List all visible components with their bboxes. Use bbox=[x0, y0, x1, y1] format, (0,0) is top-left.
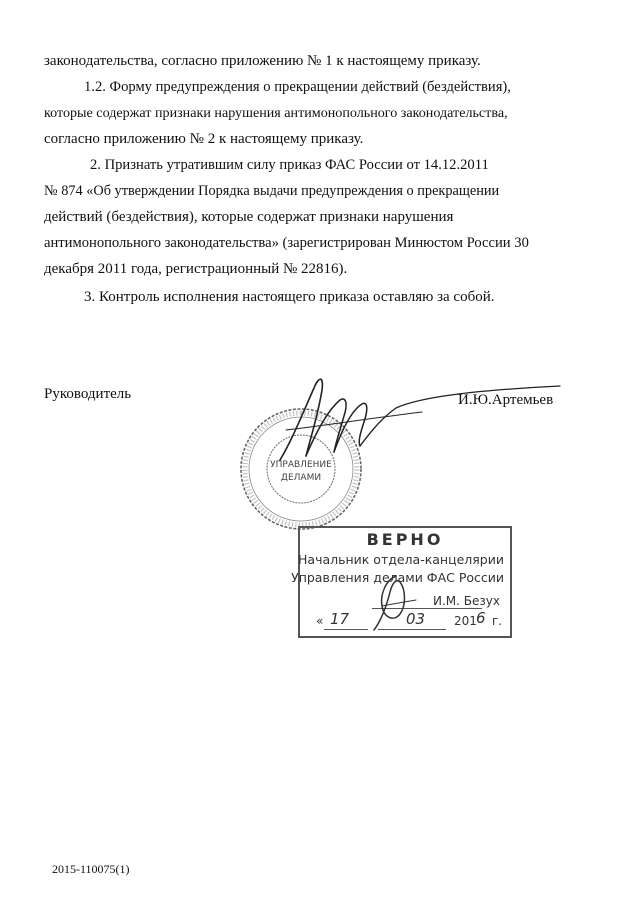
paragraph-item-3 bbox=[44, 284, 556, 310]
date-year-digit: 6 bbox=[476, 609, 486, 627]
date-suffix: г. bbox=[492, 614, 503, 628]
text-segment: антимонопольного законодательства» (зарегистрирован Минюстом России bbox=[44, 235, 511, 251]
stamp-line-2: Управления делами ФАС России bbox=[291, 570, 504, 585]
stamp-signature-icon bbox=[366, 570, 426, 634]
text-line: 1.2. Форму предупреждения о прекращении действий (бездействия), bbox=[84, 79, 511, 95]
text-line bbox=[44, 230, 556, 256]
word: которые bbox=[201, 209, 254, 225]
paragraph-top bbox=[44, 48, 556, 74]
document-number: 2015-110075(1) bbox=[52, 862, 130, 876]
word: действий bbox=[44, 209, 103, 225]
signature-icon bbox=[262, 360, 562, 480]
text-segment: от 14.12.2011 bbox=[406, 157, 489, 173]
signatory-role: Руководитель bbox=[44, 386, 132, 402]
text-line: согласно приложению № 2 к настоящему приказу. bbox=[44, 131, 364, 147]
stamp-line-1: Начальник отдела-канцелярии bbox=[298, 552, 504, 567]
date-quote: « bbox=[316, 614, 324, 628]
text-line: декабря 2011 года, регистрационный № 22816). bbox=[44, 261, 348, 277]
text-segment: 2. Признать утратившим силу приказ ФАС России bbox=[90, 157, 403, 173]
date-month: 03 bbox=[406, 610, 426, 628]
text-line: 3. Контроль исполнения настоящего приказа оставляю за собой. bbox=[84, 289, 495, 305]
word: (бездействия), bbox=[106, 209, 198, 225]
word: признаки bbox=[319, 209, 380, 225]
text-line: которые содержат признаки нарушения антимонопольного законодательства, bbox=[44, 105, 508, 121]
paragraph-item-1-2 bbox=[44, 74, 556, 152]
text-line bbox=[44, 204, 556, 230]
date-day-underline bbox=[324, 629, 368, 630]
stamp-title: ВЕРНО bbox=[366, 530, 444, 549]
text-line bbox=[44, 152, 556, 178]
seal-text-1: УПРАВЛЕНИЕ bbox=[270, 460, 332, 470]
text-line: № 874 «Об утверждении Порядка выдачи предупреждения о прекращении bbox=[44, 183, 500, 199]
stamp-name: И.М. Безух bbox=[433, 594, 500, 608]
date-day: 17 bbox=[330, 610, 350, 628]
word: нарушения bbox=[382, 209, 454, 225]
text-line: законодательства, согласно приложению № 1 к настоящему приказу. bbox=[44, 53, 481, 69]
signatory-name: И.Ю.Артемьев bbox=[458, 392, 554, 408]
text-segment: 30 bbox=[514, 235, 529, 251]
seal-text-2: ДЕЛАМИ bbox=[280, 473, 322, 483]
paragraph-item-2 bbox=[44, 152, 556, 282]
word: содержат bbox=[257, 209, 316, 225]
date-year-prefix: 201 bbox=[454, 614, 477, 628]
